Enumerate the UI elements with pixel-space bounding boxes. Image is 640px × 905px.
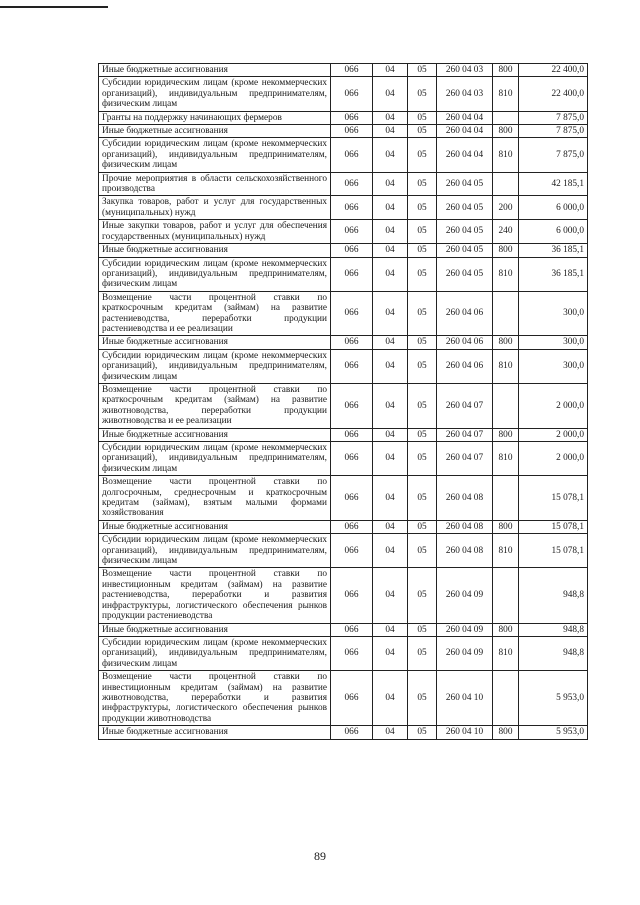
section-code-cell: 04 [373,428,408,441]
ministry-code-cell: 066 [331,64,373,77]
expense-type-code-cell: 810 [493,349,519,383]
amount-cell: 7 875,0 [519,138,588,172]
subsection-code-cell: 05 [408,534,437,568]
subsection-code-cell: 05 [408,64,437,77]
target-article-code-cell: 260 04 05 [437,244,493,257]
amount-cell: 6 000,0 [519,196,588,220]
subsection-code-cell: 05 [408,636,437,670]
subsection-code-cell: 05 [408,623,437,636]
article-name-cell: Иные бюджетные ассигнования [99,520,331,533]
expense-type-code-cell: 800 [493,64,519,77]
section-code-cell: 04 [373,111,408,124]
budget-table [98,63,588,740]
target-article-code-cell: 260 04 10 [437,671,493,726]
target-article-code-cell: 260 04 08 [437,520,493,533]
table-row [99,220,588,244]
section-code-cell: 04 [373,257,408,291]
target-article-code-cell: 260 04 05 [437,220,493,244]
table-row [99,64,588,77]
target-article-code-cell: 260 04 09 [437,636,493,670]
target-article-code-cell: 260 04 03 [437,77,493,111]
amount-cell: 300,0 [519,291,588,336]
ministry-code-cell: 066 [331,111,373,124]
target-article-code-cell: 260 04 03 [437,64,493,77]
table-row [99,257,588,291]
article-name-cell: Иные бюджетные ассигнования [99,623,331,636]
amount-cell: 6 000,0 [519,220,588,244]
subsection-code-cell: 05 [408,77,437,111]
target-article-code-cell: 260 04 04 [437,138,493,172]
amount-cell: 948,8 [519,623,588,636]
article-name-cell: Субсидии юридическим лицам (кроме некоммерческих организаций), индивидуальным предпринимателям, физическим лицам [99,138,331,172]
article-name-cell: Субсидии юридическим лицам (кроме некоммерческих организаций), индивидуальным предпринимателям, физическим лицам [99,442,331,476]
target-article-code-cell: 260 04 08 [437,476,493,521]
expense-type-code-cell [493,476,519,521]
target-article-code-cell: 260 04 10 [437,726,493,739]
expense-type-code-cell: 810 [493,138,519,172]
ministry-code-cell: 066 [331,77,373,111]
table-row [99,77,588,111]
table-row [99,671,588,726]
ministry-code-cell: 066 [331,534,373,568]
amount-cell: 5 953,0 [519,726,588,739]
article-name-cell: Возмещение части процентной ставки по краткосрочным кредитам (займам) на развитие животноводства, переработки продукции животноводства и ее реализации [99,383,331,428]
expense-type-code-cell [493,383,519,428]
expense-type-code-cell: 810 [493,534,519,568]
section-code-cell: 04 [373,568,408,623]
section-code-cell: 04 [373,520,408,533]
subsection-code-cell: 05 [408,383,437,428]
amount-cell: 948,8 [519,568,588,623]
header-rule [0,6,108,8]
section-code-cell: 04 [373,64,408,77]
target-article-code-cell: 260 04 05 [437,257,493,291]
section-code-cell: 04 [373,383,408,428]
amount-cell: 36 185,1 [519,257,588,291]
section-code-cell: 04 [373,196,408,220]
subsection-code-cell: 05 [408,671,437,726]
table-row [99,336,588,349]
section-code-cell: 04 [373,220,408,244]
subsection-code-cell: 05 [408,726,437,739]
target-article-code-cell: 260 04 06 [437,336,493,349]
article-name-cell: Субсидии юридическим лицам (кроме некоммерческих организаций), индивидуальным предпринимателям, физическим лицам [99,534,331,568]
amount-cell: 22 400,0 [519,64,588,77]
table-row [99,636,588,670]
article-name-cell: Субсидии юридическим лицам (кроме некоммерческих организаций), индивидуальным предпринимателям, физическим лицам [99,257,331,291]
article-name-cell: Иные бюджетные ассигнования [99,726,331,739]
amount-cell: 2 000,0 [519,442,588,476]
target-article-code-cell: 260 04 05 [437,196,493,220]
section-code-cell: 04 [373,534,408,568]
table-row [99,349,588,383]
amount-cell: 15 078,1 [519,520,588,533]
ministry-code-cell: 066 [331,138,373,172]
expense-type-code-cell: 810 [493,442,519,476]
expense-type-code-cell: 800 [493,726,519,739]
table-row [99,534,588,568]
article-name-cell: Иные бюджетные ассигнования [99,336,331,349]
section-code-cell: 04 [373,291,408,336]
ministry-code-cell: 066 [331,623,373,636]
amount-cell: 300,0 [519,336,588,349]
ministry-code-cell: 066 [331,196,373,220]
ministry-code-cell: 066 [331,244,373,257]
subsection-code-cell: 05 [408,336,437,349]
ministry-code-cell: 066 [331,220,373,244]
expense-type-code-cell [493,291,519,336]
page-number: 89 [314,849,326,863]
section-code-cell: 04 [373,442,408,476]
target-article-code-cell: 260 04 09 [437,623,493,636]
ministry-code-cell: 066 [331,428,373,441]
table-row [99,476,588,521]
ministry-code-cell: 066 [331,291,373,336]
table-row [99,125,588,138]
ministry-code-cell: 066 [331,383,373,428]
section-code-cell: 04 [373,77,408,111]
table-row [99,244,588,257]
target-article-code-cell: 260 04 05 [437,172,493,196]
amount-cell: 2 000,0 [519,428,588,441]
subsection-code-cell: 05 [408,428,437,441]
ministry-code-cell: 066 [331,476,373,521]
table-row [99,172,588,196]
table-row [99,623,588,636]
table-row [99,111,588,124]
ministry-code-cell: 066 [331,636,373,670]
subsection-code-cell: 05 [408,220,437,244]
article-name-cell: Возмещение части процентной ставки по инвестиционным кредитам (займам) на развитие растениеводства, переработки и развития инфраструктуры, логистического обеспечения рынков продукции растениеводства [99,568,331,623]
table-body [99,64,588,740]
expense-type-code-cell: 800 [493,520,519,533]
ministry-code-cell: 066 [331,442,373,476]
expense-type-code-cell [493,671,519,726]
article-name-cell: Возмещение части процентной ставки по инвестиционным кредитам (займам) на развитие животноводства, переработки и развития инфраструктуры, логистического обеспечения рынков продукции животноводства [99,671,331,726]
subsection-code-cell: 05 [408,257,437,291]
amount-cell: 36 185,1 [519,244,588,257]
expense-type-code-cell: 800 [493,428,519,441]
table-row [99,196,588,220]
table-row [99,726,588,739]
target-article-code-cell: 260 04 07 [437,428,493,441]
table-row [99,138,588,172]
expense-type-code-cell: 200 [493,196,519,220]
expense-type-code-cell: 810 [493,636,519,670]
expense-type-code-cell [493,172,519,196]
subsection-code-cell: 05 [408,349,437,383]
amount-cell: 7 875,0 [519,111,588,124]
subsection-code-cell: 05 [408,125,437,138]
subsection-code-cell: 05 [408,442,437,476]
subsection-code-cell: 05 [408,196,437,220]
section-code-cell: 04 [373,671,408,726]
table-row [99,442,588,476]
table-row [99,383,588,428]
expense-type-code-cell: 800 [493,244,519,257]
subsection-code-cell: 05 [408,291,437,336]
subsection-code-cell: 05 [408,520,437,533]
table-row [99,291,588,336]
article-name-cell: Возмещение части процентной ставки по долгосрочным, среднесрочным и краткосрочным кредитам (займам), взятым малыми формами хозяйствования [99,476,331,521]
article-name-cell: Возмещение части процентной ставки по краткосрочным кредитам (займам) на развитие растениеводства, переработки продукции растениеводства и ее реализации [99,291,331,336]
amount-cell: 7 875,0 [519,125,588,138]
section-code-cell: 04 [373,476,408,521]
target-article-code-cell: 260 04 04 [437,111,493,124]
section-code-cell: 04 [373,172,408,196]
expense-type-code-cell: 800 [493,336,519,349]
amount-cell: 15 078,1 [519,534,588,568]
amount-cell: 5 953,0 [519,671,588,726]
target-article-code-cell: 260 04 06 [437,349,493,383]
ministry-code-cell: 066 [331,568,373,623]
expense-type-code-cell: 240 [493,220,519,244]
section-code-cell: 04 [373,636,408,670]
amount-cell: 300,0 [519,349,588,383]
target-article-code-cell: 260 04 06 [437,291,493,336]
ministry-code-cell: 066 [331,726,373,739]
subsection-code-cell: 05 [408,568,437,623]
subsection-code-cell: 05 [408,111,437,124]
ministry-code-cell: 066 [331,257,373,291]
article-name-cell: Иные бюджетные ассигнования [99,428,331,441]
expense-type-code-cell: 810 [493,77,519,111]
article-name-cell: Иные бюджетные ассигнования [99,244,331,257]
ministry-code-cell: 066 [331,125,373,138]
section-code-cell: 04 [373,244,408,257]
table-row [99,520,588,533]
table-row [99,568,588,623]
ministry-code-cell: 066 [331,349,373,383]
article-name-cell: Закупка товаров, работ и услуг для государственных (муниципальных) нужд [99,196,331,220]
ministry-code-cell: 066 [331,336,373,349]
section-code-cell: 04 [373,336,408,349]
ministry-code-cell: 066 [331,172,373,196]
subsection-code-cell: 05 [408,476,437,521]
target-article-code-cell: 260 04 09 [437,568,493,623]
target-article-code-cell: 260 04 07 [437,383,493,428]
article-name-cell: Иные бюджетные ассигнования [99,64,331,77]
amount-cell: 42 185,1 [519,172,588,196]
ministry-code-cell: 066 [331,520,373,533]
article-name-cell: Субсидии юридическим лицам (кроме некоммерческих организаций), индивидуальным предпринимателям, физическим лицам [99,349,331,383]
section-code-cell: 04 [373,726,408,739]
article-name-cell: Иные закупки товаров, работ и услуг для обеспечения государственных (муниципальных) нужд [99,220,331,244]
article-name-cell: Гранты на поддержку начинающих фермеров [99,111,331,124]
amount-cell: 948,8 [519,636,588,670]
article-name-cell: Субсидии юридическим лицам (кроме некоммерческих организаций), индивидуальным предпринимателям, физическим лицам [99,636,331,670]
section-code-cell: 04 [373,349,408,383]
subsection-code-cell: 05 [408,244,437,257]
expense-type-code-cell: 800 [493,623,519,636]
amount-cell: 2 000,0 [519,383,588,428]
expense-type-code-cell [493,111,519,124]
section-code-cell: 04 [373,623,408,636]
ministry-code-cell: 066 [331,671,373,726]
subsection-code-cell: 05 [408,172,437,196]
section-code-cell: 04 [373,125,408,138]
article-name-cell: Иные бюджетные ассигнования [99,125,331,138]
section-code-cell: 04 [373,138,408,172]
article-name-cell: Прочие мероприятия в области сельскохозяйственного производства [99,172,331,196]
expense-type-code-cell: 810 [493,257,519,291]
target-article-code-cell: 260 04 04 [437,125,493,138]
amount-cell: 22 400,0 [519,77,588,111]
amount-cell: 15 078,1 [519,476,588,521]
expense-type-code-cell: 800 [493,125,519,138]
article-name-cell: Субсидии юридическим лицам (кроме некоммерческих организаций), индивидуальным предпринимателям, физическим лицам [99,77,331,111]
target-article-code-cell: 260 04 07 [437,442,493,476]
target-article-code-cell: 260 04 08 [437,534,493,568]
expense-type-code-cell [493,568,519,623]
subsection-code-cell: 05 [408,138,437,172]
table-row [99,428,588,441]
